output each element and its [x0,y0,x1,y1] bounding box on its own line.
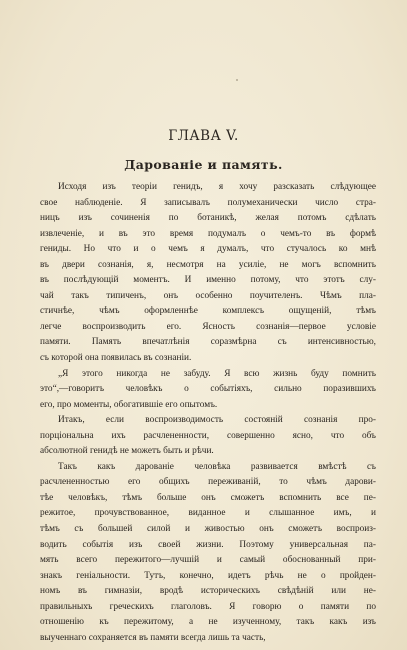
text-line: легче воспроизводить его. Ясность сознанія—первое условіе [40,321,376,332]
text-line: памяти. Память впечатлѣнія соразмѣрна съ интенсивностью, [40,337,376,348]
text-line: чай такъ типиченъ, онъ особенно поучителенъ. Чѣмъ пла- [40,290,376,301]
text-line: тѣмъ съ большей силой и живостью онъ сможетъ воспроиз- [40,524,376,535]
text-line: отношенію къ пережитому, а не изученному, такъ какъ изъ [40,617,376,628]
text-line: стичнѣе, чѣмъ оформленнѣе комплексъ ощущеній, тѣмъ [40,306,376,317]
text-line: гениды. Но что и о чемъ я думалъ, что стучалось ко мнѣ [40,244,376,255]
text-line: Такъ какъ дарованіе человѣка развивается вмѣстѣ съ [58,461,376,472]
text-line: въ двери сознанія, я, несмотря на усиліе, не могъ вспомнить [40,259,376,270]
paragraph [40,367,376,414]
text-line: Итакъ, если воспроизводимость состояній сознанія про- [58,415,376,426]
text-line: тѣе человѣкъ, тѣмъ больше онъ сможетъ вспомнить все пе- [40,492,376,503]
paragraph [40,180,376,367]
text-line: правильныхъ греческихъ глаголовъ. Я говорю о памяти по [40,601,376,612]
chapter-title: Дарованіе и память. [124,157,283,172]
text-line: въ послѣдующій моментъ. И именно потому, что этотъ слу- [40,275,376,286]
text-line: ницъ изъ сочиненія по ботаникѣ, желая потомъ сдѣлать [40,213,376,224]
text-line: абсолютной генидѣ не можетъ быть и рѣчи. [40,446,214,457]
text-line: выученнаго сохраняется въ памяти всегда лишь та часть, [40,632,266,643]
text-line: порціональна ихъ расчлененности, совершенно ясно, что объ [40,430,376,441]
text-line: знакъ геніальности. Тутъ, конечно, идетъ рѣчь не о пройден- [40,570,376,581]
text-line: режитое, прочувствованное, виданное и слышанное имъ, и [40,508,376,519]
paragraph [40,413,376,460]
text-line: его, про моменты, обогатившіе его опытомъ. [40,399,218,410]
paragraph [40,460,376,647]
chapter-heading: ГЛАВА V. [168,128,239,144]
text-line: извлеченіе, и въ это время подумалъ о чемъ-то въ формѣ [40,228,376,239]
text-line: Исходя изъ теоріи генидъ, я хочу разсказать слѣдующее [58,182,376,192]
text-line: „Я этого никогда не забуду. Я всю жизнь буду помнить [58,368,376,379]
text-line: водить событія изъ своей жизни. Поэтому универсальная па- [40,539,376,550]
text-line: номъ въ гимназіи, вродѣ историческихъ свѣдѣній или не- [40,586,376,597]
paper-speck [236,79,238,81]
text-line: расчлененностью его общихъ переживаній, то чѣмъ дарови- [40,477,376,488]
text-line: мять всего пережитого—лучшій и самый обоснованный при- [40,555,376,566]
text-line: свое наблюденіе. Я записывалъ полумеханически число стра- [40,197,376,208]
body-text [40,180,376,646]
text-line: съ которой она появилась въ сознаніи. [40,353,192,364]
text-line: это“,—говоритъ человѣкъ о событіяхъ, сильно поразившихъ [40,384,376,395]
